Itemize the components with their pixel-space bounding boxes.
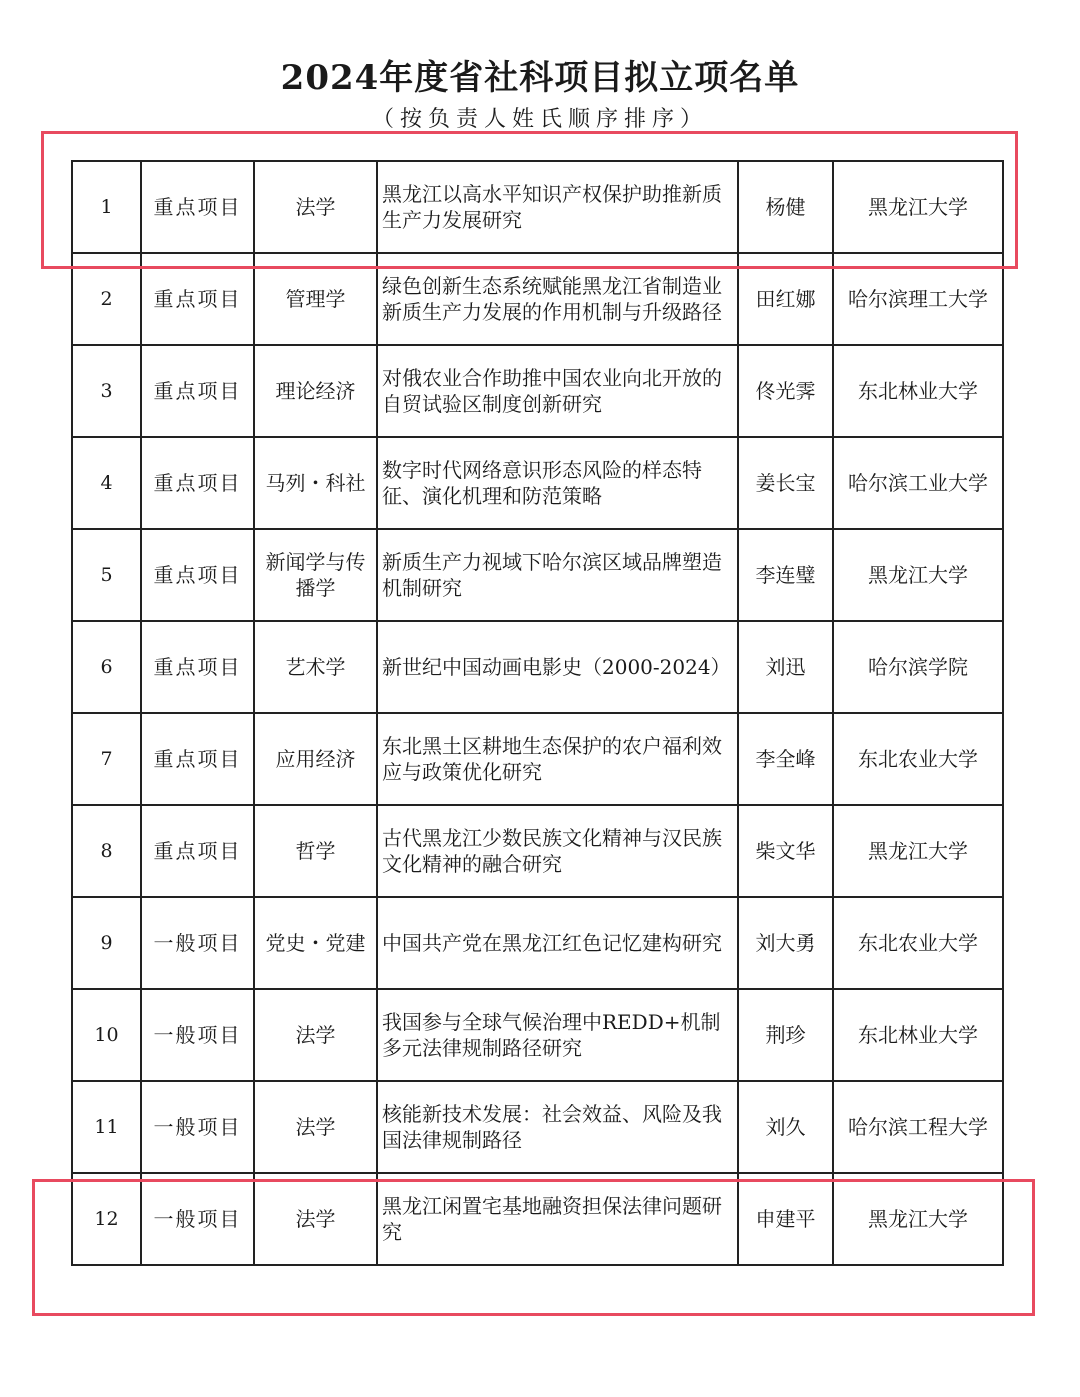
project-category: 重点项目 xyxy=(141,529,254,621)
row-number: 9 xyxy=(72,897,141,989)
project-leader: 李连璧 xyxy=(738,529,833,621)
project-leader: 李全峰 xyxy=(738,713,833,805)
project-leader: 刘大勇 xyxy=(738,897,833,989)
affiliation: 东北农业大学 xyxy=(833,897,1003,989)
project-category: 重点项目 xyxy=(141,161,254,253)
project-title: 数字时代网络意识形态风险的样态特征、演化机理和防范策略 xyxy=(377,437,738,529)
discipline: 法学 xyxy=(254,989,377,1081)
project-category: 重点项目 xyxy=(141,253,254,345)
affiliation: 黑龙江大学 xyxy=(833,529,1003,621)
highlight-box-top xyxy=(41,131,1018,269)
row-number: 1 xyxy=(72,161,141,253)
discipline: 新闻学与传播学 xyxy=(254,529,377,621)
affiliation: 哈尔滨工业大学 xyxy=(833,437,1003,529)
project-title: 东北黑土区耕地生态保护的农户福利效应与政策优化研究 xyxy=(377,713,738,805)
project-leader: 刘久 xyxy=(738,1081,833,1173)
project-leader: 刘迅 xyxy=(738,621,833,713)
project-title: 黑龙江闲置宅基地融资担保法律问题研究 xyxy=(377,1173,738,1265)
row-number: 3 xyxy=(72,345,141,437)
table-row xyxy=(72,989,1003,1081)
row-number: 4 xyxy=(72,437,141,529)
discipline: 应用经济 xyxy=(254,713,377,805)
project-title: 新世纪中国动画电影史（2000-2024） xyxy=(377,621,738,713)
project-title: 古代黑龙江少数民族文化精神与汉民族文化精神的融合研究 xyxy=(377,805,738,897)
table-row xyxy=(72,529,1003,621)
project-leader: 荆珍 xyxy=(738,989,833,1081)
table-row xyxy=(72,1081,1003,1173)
table-row xyxy=(72,805,1003,897)
project-leader: 申建平 xyxy=(738,1173,833,1265)
row-number: 10 xyxy=(72,989,141,1081)
discipline: 法学 xyxy=(254,161,377,253)
project-title: 新质生产力视域下哈尔滨区域品牌塑造机制研究 xyxy=(377,529,738,621)
project-leader: 杨健 xyxy=(738,161,833,253)
project-category: 一般项目 xyxy=(141,1081,254,1173)
project-leader: 田红娜 xyxy=(738,253,833,345)
table-row xyxy=(72,621,1003,713)
project-title: 中国共产党在黑龙江红色记忆建构研究 xyxy=(377,897,738,989)
affiliation: 东北林业大学 xyxy=(833,989,1003,1081)
project-table xyxy=(71,160,1004,1266)
highlight-box-bottom xyxy=(32,1179,1035,1316)
row-number: 12 xyxy=(72,1173,141,1265)
table-row xyxy=(72,713,1003,805)
table-row xyxy=(72,437,1003,529)
affiliation: 哈尔滨理工大学 xyxy=(833,253,1003,345)
document-subtitle: （按负责人姓氏顺序排序） xyxy=(371,107,708,132)
discipline: 马列・科社 xyxy=(254,437,377,529)
project-title: 核能新技术发展：社会效益、风险及我国法律规制路径 xyxy=(377,1081,738,1173)
row-number: 8 xyxy=(72,805,141,897)
project-leader: 姜长宝 xyxy=(738,437,833,529)
project-category: 重点项目 xyxy=(141,621,254,713)
project-table-body xyxy=(72,161,1003,1265)
project-category: 重点项目 xyxy=(141,437,254,529)
project-category: 重点项目 xyxy=(141,805,254,897)
document-title: 2024年度省社科项目拟立项名单 xyxy=(280,58,800,98)
project-title: 我国参与全球气候治理中REDD+机制多元法律规制路径研究 xyxy=(377,989,738,1081)
project-category: 重点项目 xyxy=(141,713,254,805)
row-number: 11 xyxy=(72,1081,141,1173)
affiliation: 黑龙江大学 xyxy=(833,1173,1003,1265)
table-row xyxy=(72,897,1003,989)
affiliation: 东北林业大学 xyxy=(833,345,1003,437)
discipline: 管理学 xyxy=(254,253,377,345)
row-number: 7 xyxy=(72,713,141,805)
table-row xyxy=(72,345,1003,437)
project-title: 黑龙江以高水平知识产权保护助推新质生产力发展研究 xyxy=(377,161,738,253)
discipline: 艺术学 xyxy=(254,621,377,713)
affiliation: 哈尔滨学院 xyxy=(833,621,1003,713)
affiliation: 黑龙江大学 xyxy=(833,805,1003,897)
discipline: 哲学 xyxy=(254,805,377,897)
project-title: 对俄农业合作助推中国农业向北开放的自贸试验区制度创新研究 xyxy=(377,345,738,437)
affiliation: 哈尔滨工程大学 xyxy=(833,1081,1003,1173)
project-category: 一般项目 xyxy=(141,897,254,989)
project-leader: 柴文华 xyxy=(738,805,833,897)
row-number: 2 xyxy=(72,253,141,345)
discipline: 法学 xyxy=(254,1173,377,1265)
affiliation: 东北农业大学 xyxy=(833,713,1003,805)
project-category: 重点项目 xyxy=(141,345,254,437)
discipline: 理论经济 xyxy=(254,345,377,437)
row-number: 6 xyxy=(72,621,141,713)
discipline: 党史・党建 xyxy=(254,897,377,989)
project-leader: 佟光霁 xyxy=(738,345,833,437)
row-number: 5 xyxy=(72,529,141,621)
project-title: 绿色创新生态系统赋能黑龙江省制造业新质生产力发展的作用机制与升级路径 xyxy=(377,253,738,345)
project-category: 一般项目 xyxy=(141,1173,254,1265)
discipline: 法学 xyxy=(254,1081,377,1173)
project-category: 一般项目 xyxy=(141,989,254,1081)
affiliation: 黑龙江大学 xyxy=(833,161,1003,253)
